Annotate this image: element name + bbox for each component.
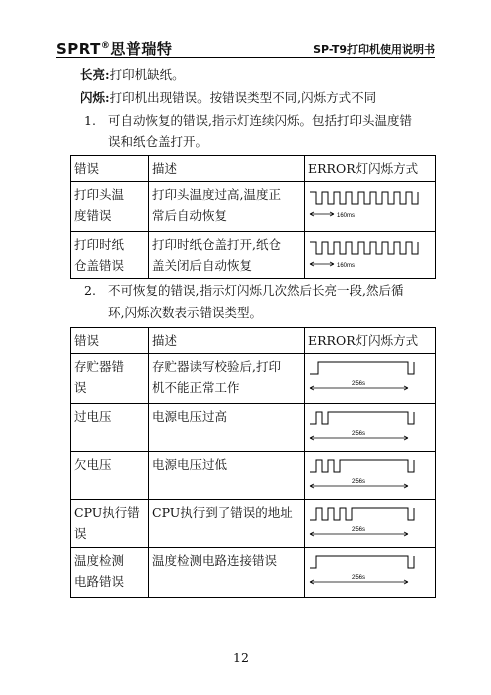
error-cell: 打印时纸 仓盖错误 <box>71 232 149 279</box>
table-row <box>71 452 436 500</box>
description-cell: 打印时纸仓盖打开,纸仓 盖关闭后自动恢复 <box>149 232 305 279</box>
table-header-row <box>71 156 436 182</box>
svg-text:256s: 256s <box>352 575 366 581</box>
flash-pattern-cell <box>305 548 436 598</box>
flash-pattern-cell <box>305 182 436 232</box>
header-error: 错误 <box>71 156 149 182</box>
description-cell: 电源电压过低 <box>149 452 305 500</box>
header-flash-pattern: ERROR灯闪烁方式 <box>305 156 436 182</box>
item1-text-line2: 误和纸仓盖打开。 <box>108 134 209 149</box>
brand-logo: SPRT®思普瑞特 <box>56 40 173 58</box>
blink-pattern-1-waveform <box>308 356 432 398</box>
item2-text-line2: 环,闪烁次数表示错误类型。 <box>108 305 262 320</box>
flash-pattern-cell <box>305 354 436 404</box>
description-cell: 温度检测电路连接错误 <box>149 548 305 598</box>
table-header-row <box>71 328 436 354</box>
header-flash-pattern: ERROR灯闪烁方式 <box>305 328 436 354</box>
recoverable-errors-table <box>70 155 436 279</box>
header-description: 描述 <box>149 156 305 182</box>
page-number: 12 <box>233 650 249 665</box>
description-cell: 存贮器读写校验后,打印 机不能正常工作 <box>149 354 305 404</box>
table-row <box>71 500 436 548</box>
description-cell: CPU执行到了错误的地址 <box>149 500 305 548</box>
unrecoverable-errors-table <box>70 327 436 598</box>
table-row <box>71 232 436 279</box>
table-row <box>71 548 436 598</box>
item1-text-line1: 可自动恢复的错误,指示灯连续闪烁。包括打印头温度错 <box>108 113 412 128</box>
flash-pattern-cell <box>305 500 436 548</box>
long-on-paragraph: 长亮:打印机缺纸。 <box>80 67 185 82</box>
description-cell: 打印头温度过高,温度正 常后自动恢复 <box>149 182 305 232</box>
svg-text:160ms: 160ms <box>337 213 356 219</box>
error-cell: 存贮器错 误 <box>71 354 149 404</box>
svg-text:256s: 256s <box>352 527 366 533</box>
error-cell: CPU执行错 误 <box>71 500 149 548</box>
table-row <box>71 182 436 232</box>
blink-pattern-2-waveform <box>308 406 432 448</box>
error-cell: 欠电压 <box>71 452 149 500</box>
item1-number: 1. <box>84 113 96 128</box>
flash-pattern-cell <box>305 404 436 452</box>
table-row <box>71 354 436 404</box>
error-cell: 温度检测 电路错误 <box>71 548 149 598</box>
svg-text:256s: 256s <box>352 381 366 387</box>
header-divider <box>56 57 435 58</box>
svg-text:256s: 256s <box>352 479 366 485</box>
item2-number: 2. <box>84 283 96 298</box>
manual-title: SP-T9打印机使用说明书 <box>313 43 435 56</box>
description-cell: 电源电压过高 <box>149 404 305 452</box>
page-header <box>56 38 435 58</box>
svg-text:256s: 256s <box>352 431 366 437</box>
item2-text-line1: 不可恢复的错误,指示灯闪烁几次然后长亮一段,然后循 <box>108 283 404 298</box>
flash-pattern-cell <box>305 452 436 500</box>
flash-paragraph: 闪烁:打印机出现错误。按错误类型不同,闪烁方式不同 <box>80 90 377 105</box>
error-cell: 过电压 <box>71 404 149 452</box>
blink-pattern-3-waveform <box>308 454 432 496</box>
flash-pattern-cell <box>305 232 436 279</box>
table-row <box>71 404 436 452</box>
header-error: 错误 <box>71 328 149 354</box>
fast-blink-waveform <box>308 234 432 272</box>
header-description: 描述 <box>149 328 305 354</box>
blink-pattern-4-waveform <box>308 502 432 544</box>
fast-blink-waveform <box>308 184 432 222</box>
blink-pattern-5-waveform <box>308 550 432 592</box>
error-cell: 打印头温 度错误 <box>71 182 149 232</box>
svg-text:160ms: 160ms <box>337 263 356 269</box>
